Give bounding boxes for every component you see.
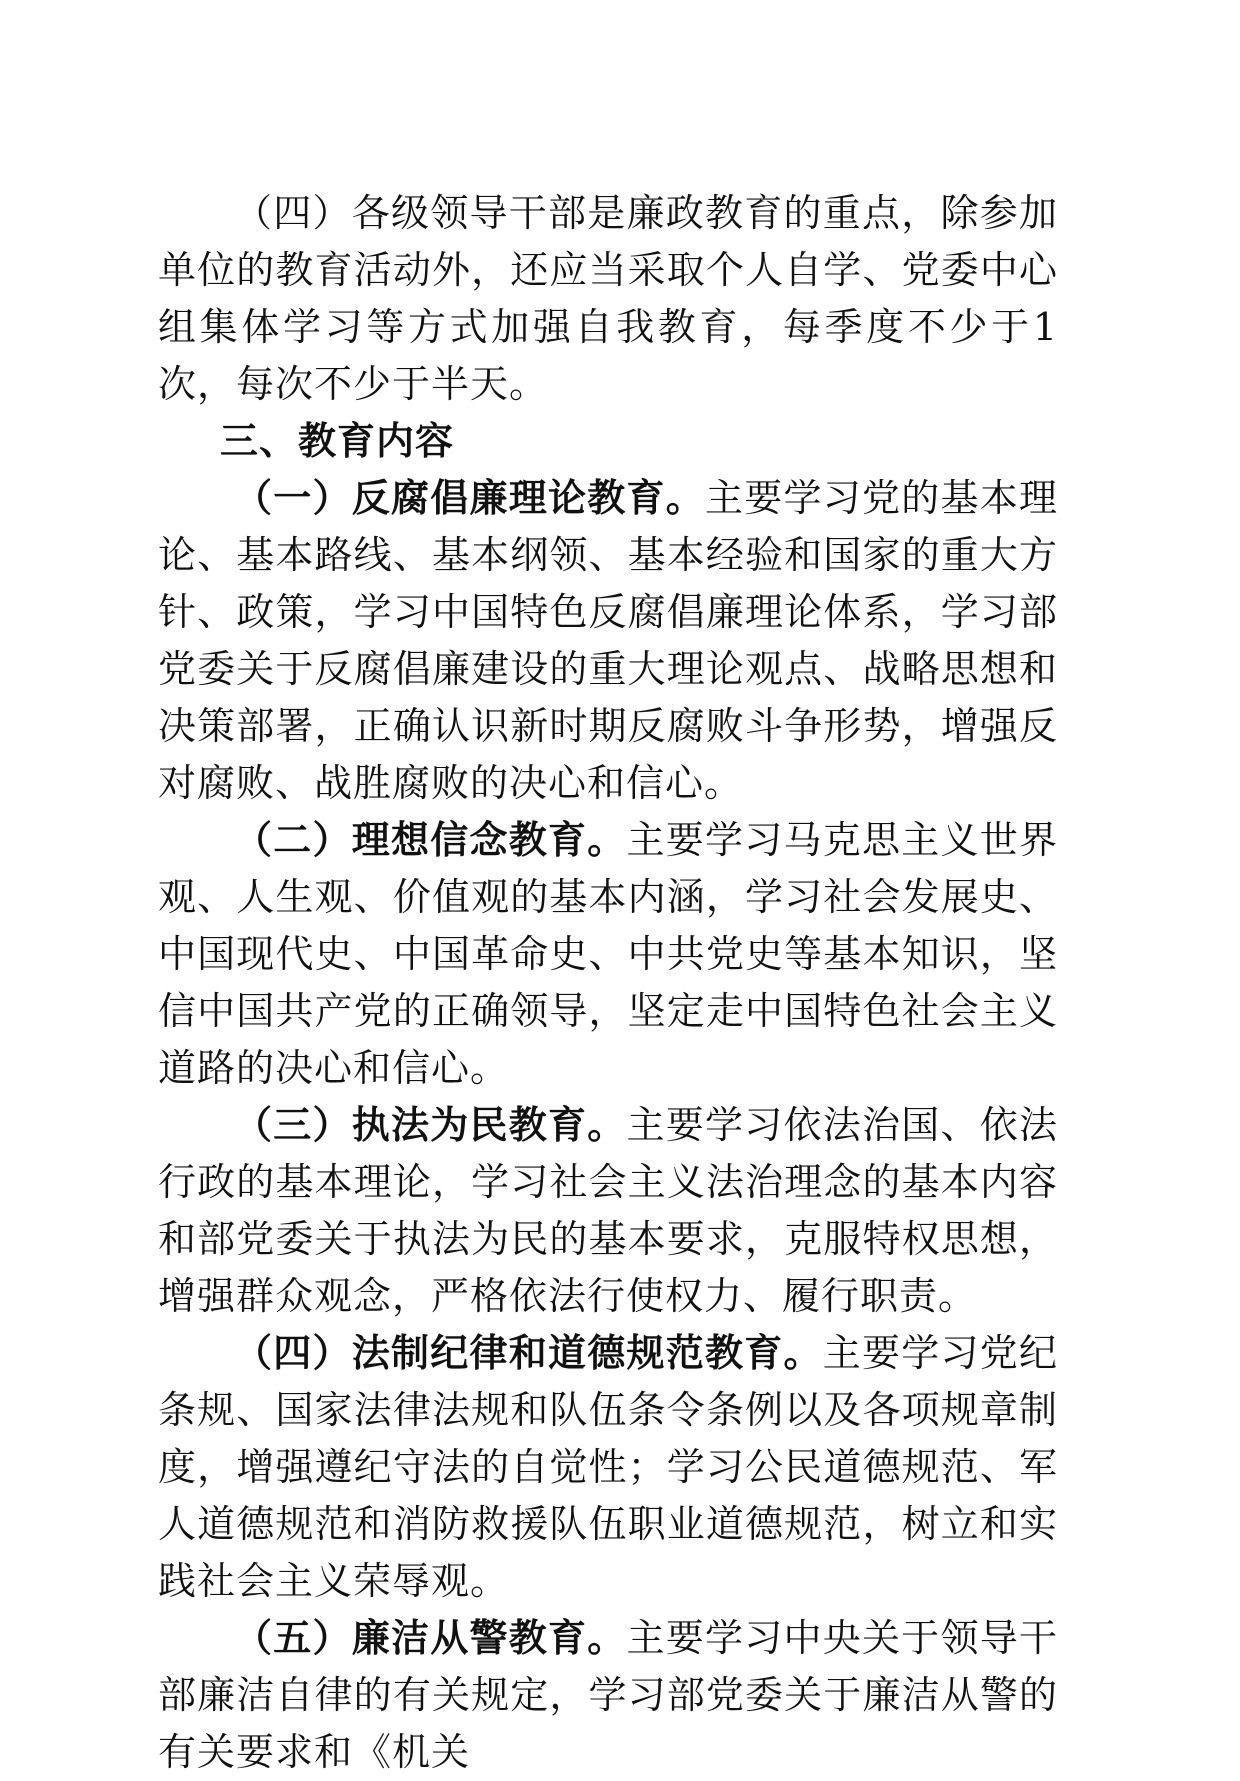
section-heading-text: 三、教育内容	[220, 419, 455, 463]
paragraph-text: 主要学习马克思主义世界观、人生观、价值观的基本内涵，学习社会发展史、中国现代史、中国革命史、中共党史等基本知识，坚信中国共产党的正确领导，坚定走中国特色社会主义道路的决心和信心。	[158, 818, 1058, 1090]
paragraph-lead: （二）理想信念教育。	[234, 818, 627, 862]
paragraph-lead: （三）执法为民教育。	[234, 1103, 627, 1147]
section-heading	[158, 413, 1058, 470]
paragraph-text: （四）各级领导干部是廉政教育的重点，除参加单位的教育活动外，还应当采取个人自学、党委中心组集体学习等方式加强自我教育，每季度不少于1次，每次不少于半天。	[158, 191, 1058, 406]
paragraph-lead: （五）廉洁从警教育。	[234, 1616, 627, 1660]
paragraph-law-enforcement	[158, 1097, 1058, 1325]
paragraph-text: 主要学习党纪条规、国家法律法规和队伍条令条例以及各项规章制度，增强遵纪守法的自觉性；学习公民道德规范、军人道德规范和消防救援队伍职业道德规范，树立和实践社会主义荣辱观。	[158, 1331, 1058, 1603]
paragraph-ideals-beliefs	[158, 812, 1058, 1097]
paragraph-discipline-ethics	[158, 1325, 1058, 1610]
paragraph-integrity-policing	[158, 1610, 1058, 1781]
paragraph-leaders-education	[158, 185, 1058, 413]
paragraph-anticorruption-theory	[158, 470, 1058, 812]
paragraph-text: 主要学习党的基本理论、基本路线、基本纲领、基本经验和国家的重大方针、政策，学习中国特色反腐倡廉理论体系，学习部党委关于反腐倡廉建设的重大理论观点、战略思想和决策部署，正确认识新时期反腐败斗争形势，增强反对腐败、战胜腐败的决心和信心。	[158, 476, 1058, 805]
paragraph-text: 主要学习中央关于领导干部廉洁自律的有关规定，学习部党委关于廉洁从警的有关要求和《机关	[158, 1616, 1058, 1774]
paragraph-lead: （四）法制纪律和道德规范教育。	[234, 1331, 823, 1375]
document-body	[158, 185, 1058, 1781]
paragraph-lead: （一）反腐倡廉理论教育。	[234, 476, 705, 520]
paragraph-text: 主要学习依法治国、依法行政的基本理论，学习社会主义法治理念的基本内容和部党委关于执法为民的基本要求，克服特权思想，增强群众观念，严格依法行使权力、履行职责。	[158, 1103, 1058, 1318]
